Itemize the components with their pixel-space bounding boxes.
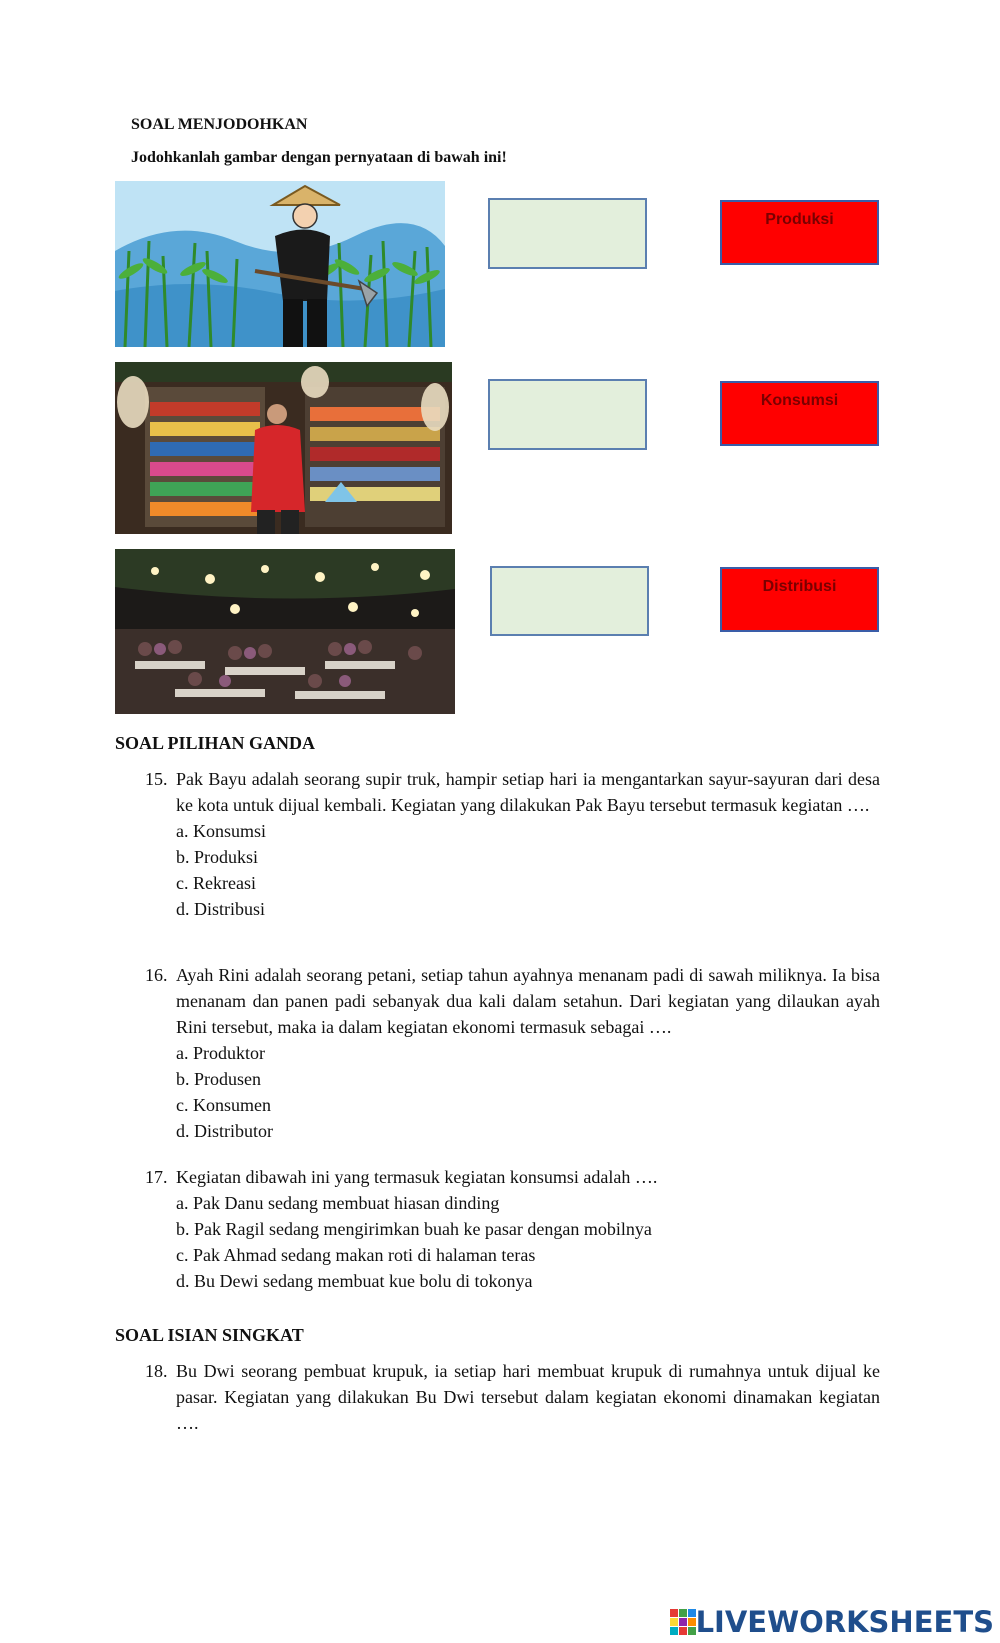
question-16 [145,962,880,1144]
option-b: b. Pak Ragil sedang mengirimkan buah ke pasar dengan mobilnya [176,1219,652,1239]
question-number: 17. [145,1167,168,1187]
question-17 [145,1164,880,1294]
question-15 [145,766,880,922]
question-number: 16. [145,965,168,985]
matching-heading: SOAL MENJODOHKAN [131,116,308,133]
question-stem: Kegiatan dibawah ini yang termasuk kegiatan konsumsi adalah …. [176,1167,658,1187]
shop-image [115,362,452,534]
option-b: b. Produksi [176,847,259,867]
answer-box-3[interactable] [490,566,649,636]
question-stem: Ayah Rini adalah seorang petani, setiap tahun ayahnya menanam padi di sawah miliknya. Ia bisa menanam dan panen padi sebanyak dua kali dalam setahun. Dari kegiatan yang dilaukan ayah Rini tersebut, maka ia dalam kegiatan ekonomi termasuk sebagai …. [176,965,880,1037]
option-a: a. Produktor [176,1043,265,1063]
short-answer-heading: SOAL ISIAN SINGKAT [115,1325,304,1345]
option-d: d. Distributor [176,1121,273,1141]
answer-box-1[interactable] [488,198,647,269]
question-number: 15. [145,769,168,789]
question-18 [145,1358,880,1436]
option-b: b. Produsen [176,1069,261,1089]
multiple-choice-heading: SOAL PILIHAN GANDA [115,733,316,753]
option-d: d. Distribusi [176,899,266,919]
option-a: a. Pak Danu sedang membuat hiasan dinding [176,1193,500,1213]
farmer-image [115,181,445,347]
question-number: 18. [145,1361,168,1381]
liveworksheets-logo [670,1605,994,1639]
option-d: d. Bu Dewi sedang membuat kue bolu di tokonya [176,1271,533,1291]
liveworksheets-grid-icon [670,1609,696,1635]
chip-konsumsi[interactable]: Konsumsi [720,381,879,446]
question-stem: Bu Dwi seorang pembuat krupuk, ia setiap hari membuat krupuk di rumahnya untuk dijual ke pasar. Kegiatan yang dilakukan Bu Dwi tersebut dalam kegiatan ekonomi dinamakan kegiatan …. [176,1361,880,1433]
option-c: c. Rekreasi [176,873,256,893]
option-c: c. Konsumen [176,1095,271,1115]
matching-instruction: Jodohkanlah gambar dengan pernyataan di bawah ini! [131,149,507,166]
answer-box-2[interactable] [488,379,647,450]
chip-produksi[interactable]: Produksi [720,200,879,265]
brand-name: LIVEWORKSHEETS [695,1605,994,1639]
chip-distribusi[interactable]: Distribusi [720,567,879,632]
option-a: a. Konsumsi [176,821,266,841]
option-c: c. Pak Ahmad sedang makan roti di halaman teras [176,1245,536,1265]
question-stem: Pak Bayu adalah seorang supir truk, hampir setiap hari ia mengantarkan sayur-sayuran dari desa ke kota untuk dijual kembali. Kegiatan yang dilakukan Pak Bayu tersebut termasuk kegiatan …. [176,769,880,815]
foodcourt-image [115,549,455,714]
